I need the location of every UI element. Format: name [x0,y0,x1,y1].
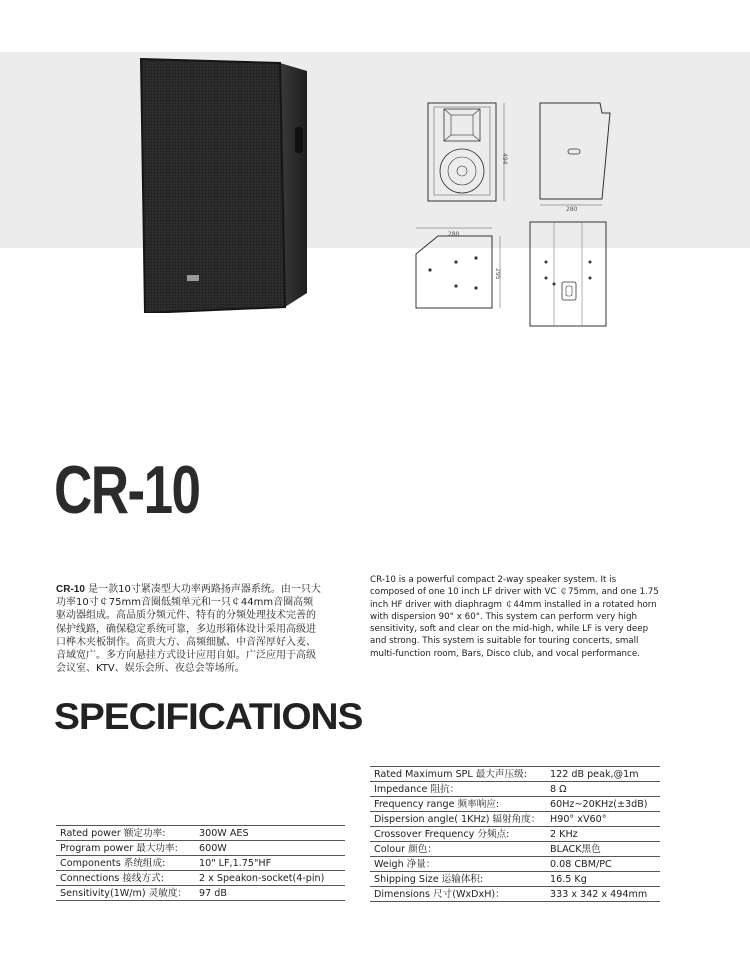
spec-label: Program power 最大功率: [56,841,195,856]
spec-label: Sensitivity(1W/m) 灵敏度： [56,886,195,901]
description-chinese-text: 是一款10寸紧凑型大功率两路扬声器系统。由一只大功率10寸￠75mm音圈低频单元和一只￠44mm音圈高频驱动器组成。高品质分频元件、特有的分频处理技术完善的保护线路，确保稳定系统可靠，多边形箱体设计采用高级进口桦木夹板制作。高贵大方、高频细腻、中音浑厚好入麦、音域宽广。多方向悬挂方式设计应用自如。广泛应用于高级会议室、KTV、娱乐会所、夜总会等场所。 [56,584,321,675]
table-row [370,857,660,872]
spec-label: Dimensions 尺寸(WxDxH)： [370,887,546,902]
spec-value: 600W [195,841,345,856]
side-view-drawing [536,101,616,213]
spec-value: 16.5 Kg [546,872,660,887]
spec-value: 60Hz~20KHz(±3dB) [546,797,660,812]
spec-label: Dispersion angle( 1KHz) 辐射角度： [370,812,546,827]
table-row [56,826,345,841]
table-row [370,797,660,812]
spec-label: Impedance 阻抗： [370,782,546,797]
top-view-drawing [408,224,508,314]
description-chinese [56,583,322,675]
table-row [370,842,660,857]
spec-value: 2 x Speakon-socket(4-pin) [195,871,345,886]
table-row [370,872,660,887]
model-title: CR-10 [54,452,200,528]
spec-value: 300W AES [195,826,345,841]
speaker-photo [135,57,307,313]
table-row [56,856,345,871]
description-english: CR-10 is a powerful compact 2-way speaker system. It is composed of one 10 inch LF driver with VC ￠75mm, and one 1.75 inch HF driver with diaphragm ￠44mm installed in a rotated horn with dispersion 90° x 60°. This system can perform very high sensitivity, soft and clear on the mid-high, while LF is very deep and strong. This system is suitable for touring concerts, small multi-function room, Bars, Disco club, and vocal performance. [370,575,659,659]
specs-table-right [370,766,660,902]
dim-top-width: 280 [448,231,460,238]
spec-value: 8 Ω [546,782,660,797]
spec-value: 333 x 342 x 494mm [546,887,660,902]
spec-value: H90° xV60° [546,812,660,827]
spec-label: Connections 接线方式: [56,871,195,886]
table-row [370,827,660,842]
spec-label: Components 系统组成: [56,856,195,871]
spec-label: Colour 颜色： [370,842,546,857]
spec-label: Shipping Size 运输体积: [370,872,546,887]
spec-label: Crossover Frequency 分频点: [370,827,546,842]
table-row [370,782,660,797]
spec-label: Rated power 额定功率: [56,826,195,841]
spec-value: 2 KHz [546,827,660,842]
specs-table-left [56,825,345,901]
dim-top-depth: 295 [494,268,501,280]
rear-view-drawing [528,220,608,328]
spec-label: Frequency range 频率响应: [370,797,546,812]
spec-value: 97 dB [195,886,345,901]
model-lead: CR-10 [56,584,85,595]
spec-value: 10" LF,1.75"HF [195,856,345,871]
specifications-heading: SPECIFICATIONS [54,696,363,737]
dim-side-depth: 280 [566,206,578,213]
table-row [370,767,660,782]
spec-value: 0.08 CBM/PC [546,857,660,872]
front-view-drawing [424,101,514,207]
spec-value: BLACK黑色 [546,842,660,857]
table-row [370,887,660,902]
spec-label: Rated Maximum SPL 最大声压级: [370,767,546,782]
table-row [56,886,345,901]
spec-value: 122 dB peak,@1m [546,767,660,782]
table-row [370,812,660,827]
header-band [0,52,750,248]
table-row [56,841,345,856]
dim-front-height: 494 [501,153,508,165]
spec-label: Weigh 净量： [370,857,546,872]
table-row [56,871,345,886]
